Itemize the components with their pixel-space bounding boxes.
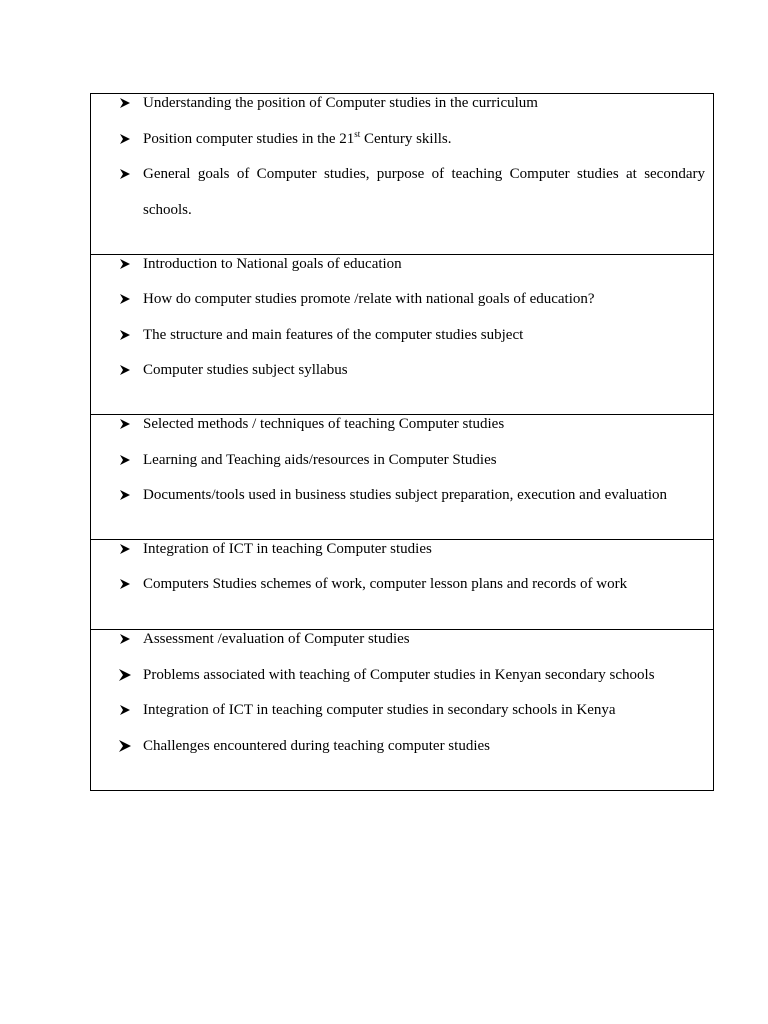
list-item — [91, 415, 705, 433]
superscript: st — [354, 129, 361, 139]
course-outline-table — [90, 93, 714, 791]
table-row — [91, 415, 714, 540]
arrowhead-bullet-icon — [119, 255, 131, 273]
list-item-text: Challenges encountered during teaching computer studies — [143, 738, 490, 754]
list-item — [91, 737, 705, 755]
list-item — [91, 575, 705, 593]
list-item-text: Selected methods / techniques of teaching Computer studies — [143, 416, 505, 432]
list-item-text: Integration of ICT in teaching computer studies in secondary schools in Kenya — [143, 702, 616, 718]
list-item — [91, 540, 705, 558]
table-cell — [91, 630, 714, 791]
list-item-text: Computer studies subject syllabus — [143, 362, 348, 378]
arrowhead-bullet-icon — [119, 361, 131, 379]
list-item-text: Understanding the position of Computer studies in the curriculum — [143, 95, 538, 111]
table-cell — [91, 255, 714, 415]
list-item-text: Documents/tools used in business studies subject preparation, execution and evaluation — [143, 487, 668, 503]
list-item-text-part: Position computer studies in the 21 — [143, 131, 355, 147]
list-item-text: Integration of ICT in teaching Computer studies — [143, 541, 432, 557]
list-item — [91, 451, 705, 469]
list-item — [91, 130, 705, 148]
table-row — [91, 255, 714, 415]
arrowhead-bullet-icon — [119, 165, 131, 183]
arrowhead-bullet-icon — [119, 415, 131, 433]
arrowhead-bullet-icon — [119, 575, 131, 593]
list-item — [91, 666, 705, 684]
table-row — [91, 630, 714, 791]
arrowhead-bullet-icon — [119, 540, 131, 558]
arrowhead-bullet-icon — [119, 630, 131, 648]
list-item — [91, 701, 705, 719]
list-item-text-part: Century skills. — [360, 131, 452, 147]
list-item-text: Introduction to National goals of education — [143, 256, 402, 272]
list-item-text: Computers Studies schemes of work, computer lesson plans and records of work — [143, 576, 628, 592]
table-row — [91, 540, 714, 630]
list-item-text: Learning and Teaching aids/resources in Computer Studies — [143, 452, 497, 468]
table-cell — [91, 94, 714, 255]
list-item — [91, 290, 705, 308]
arrowhead-bullet-icon — [119, 290, 131, 308]
list-item — [91, 165, 705, 228]
arrowhead-bullet-icon — [119, 701, 131, 719]
arrowhead-bullet-icon — [119, 94, 131, 112]
arrowhead-bullet-icon — [119, 130, 131, 148]
list-item — [91, 486, 705, 504]
list-item-text: How do computer studies promote /relate with national goals of education? — [143, 291, 595, 307]
list-item-text: Assessment /evaluation of Computer studies — [143, 631, 410, 647]
list-item — [91, 361, 705, 379]
list-item-text: General goals of Computer studies, purpose of teaching Computer studies at secondary schools. — [143, 166, 705, 218]
arrowhead-bullet-icon — [119, 737, 131, 755]
list-item — [91, 255, 705, 273]
arrowhead-bullet-icon — [119, 326, 131, 344]
list-item-text: Problems associated with teaching of Computer studies in Kenyan secondary schools — [143, 667, 655, 683]
table-cell — [91, 415, 714, 540]
list-item-text — [143, 130, 705, 148]
list-item — [91, 630, 705, 648]
table-row — [91, 94, 714, 255]
arrowhead-bullet-icon — [119, 486, 131, 504]
arrowhead-bullet-icon — [119, 451, 131, 469]
arrowhead-bullet-icon — [119, 666, 131, 684]
list-item — [91, 94, 705, 112]
list-item-text: The structure and main features of the computer studies subject — [143, 327, 524, 343]
table-cell — [91, 540, 714, 630]
list-item — [91, 326, 705, 344]
